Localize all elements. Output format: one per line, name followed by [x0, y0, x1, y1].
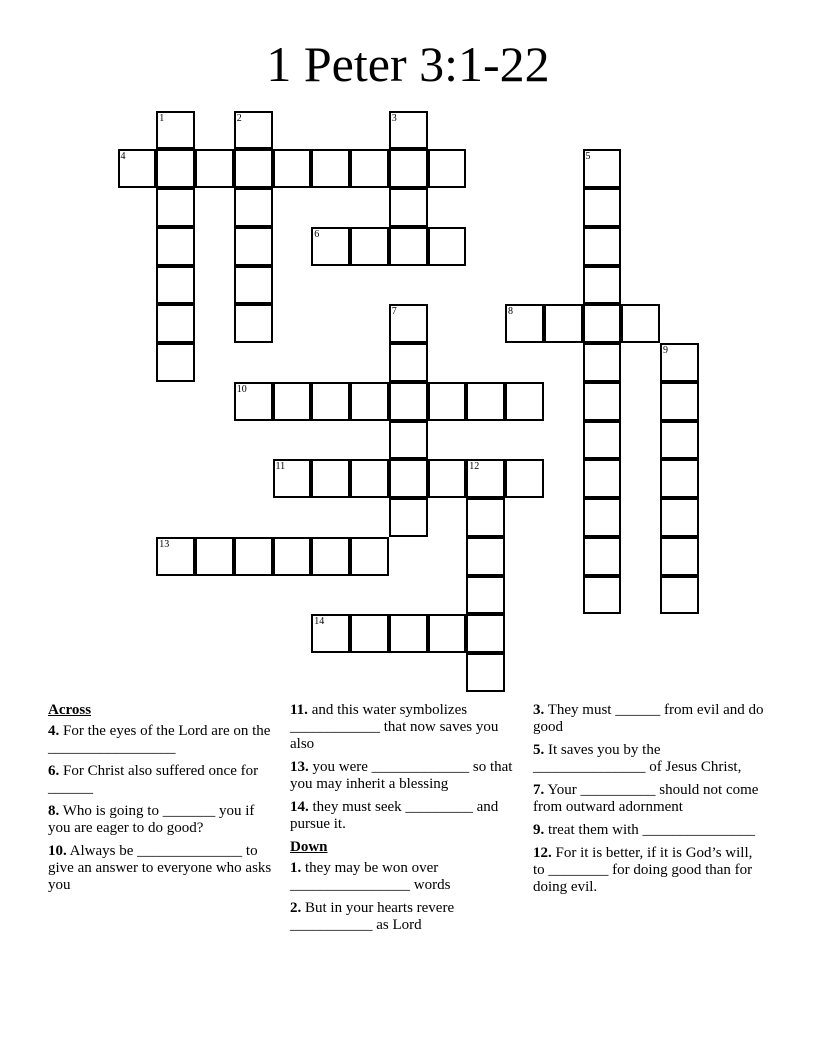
grid-cell[interactable] — [621, 304, 660, 343]
cell-number: 9 — [663, 345, 668, 356]
grid-cell[interactable] — [234, 304, 273, 343]
grid-cell[interactable] — [660, 421, 699, 460]
grid-cell[interactable] — [389, 111, 428, 150]
clue-number: 1. — [290, 860, 302, 876]
grid-cell[interactable] — [389, 188, 428, 227]
clue-number: 9. — [533, 822, 545, 838]
grid-cell[interactable] — [389, 227, 428, 266]
clue-across-11 — [290, 702, 522, 753]
clue-down-7 — [533, 782, 765, 816]
grid-cell[interactable] — [428, 382, 467, 421]
grid-cell[interactable] — [505, 459, 544, 498]
grid-cell[interactable] — [389, 382, 428, 421]
grid-cell[interactable] — [583, 188, 622, 227]
clue-down-2 — [290, 900, 522, 934]
grid-cell[interactable] — [583, 382, 622, 421]
cell-number: 4 — [120, 151, 126, 163]
cell-number: 5 — [585, 151, 591, 163]
clue-number: 7. — [533, 782, 545, 798]
grid-cell[interactable] — [311, 227, 350, 266]
cell-number: 13 — [159, 538, 170, 550]
grid-cell[interactable] — [660, 459, 699, 498]
clue-text: you were _____________ so that you may inherit a blessing — [290, 759, 513, 792]
grid-cell[interactable] — [350, 149, 389, 188]
grid-cell[interactable] — [350, 227, 389, 266]
grid-cell[interactable] — [583, 537, 622, 576]
grid-cell[interactable] — [234, 537, 273, 576]
grid-cell[interactable] — [350, 382, 389, 421]
clue-number: 4. — [48, 723, 60, 739]
cell-number: 6 — [314, 228, 320, 240]
grid-cell[interactable] — [466, 614, 505, 653]
clue-down-12 — [533, 845, 765, 896]
clue-number: 12. — [533, 845, 552, 861]
grid-cell[interactable] — [389, 304, 428, 343]
grid-cell[interactable] — [660, 576, 699, 615]
grid-cell[interactable] — [118, 149, 157, 188]
cell-number: 10 — [236, 383, 247, 395]
grid-cell[interactable] — [583, 421, 622, 460]
grid-cell[interactable] — [389, 459, 428, 498]
grid-cell[interactable] — [389, 343, 428, 382]
grid-cell[interactable] — [311, 537, 350, 576]
grid-cell[interactable] — [389, 421, 428, 460]
grid-cell[interactable] — [195, 149, 234, 188]
clue-text: Who is going to _______ you if you are eager to do good? — [48, 803, 255, 836]
clue-down-3 — [533, 702, 765, 736]
grid-cell[interactable] — [583, 498, 622, 537]
clue-text: But in your hearts revere ___________ as Lord — [290, 900, 455, 933]
clues-column-1 — [48, 702, 280, 900]
cell-number: 2 — [236, 112, 242, 124]
across-heading: Across — [48, 702, 92, 718]
grid-cell[interactable] — [234, 149, 273, 188]
grid-cell[interactable] — [428, 227, 467, 266]
clue-across-14 — [290, 799, 522, 833]
clue-number: 2. — [290, 900, 302, 916]
clue-number: 3. — [533, 702, 545, 718]
grid-cell[interactable] — [583, 343, 622, 382]
grid-cell[interactable] — [311, 614, 350, 653]
grid-cell[interactable] — [156, 266, 195, 305]
grid-cell[interactable] — [311, 459, 350, 498]
grid-cell[interactable] — [389, 614, 428, 653]
grid-cell[interactable] — [389, 149, 428, 188]
clue-number: 8. — [48, 803, 60, 819]
clue-number: 10. — [48, 843, 67, 859]
grid-cell[interactable] — [350, 537, 389, 576]
cell-number: 3 — [391, 112, 397, 124]
clue-across-13 — [290, 759, 522, 793]
grid-cell[interactable] — [466, 537, 505, 576]
grid-cell[interactable] — [350, 614, 389, 653]
grid-cell[interactable] — [234, 382, 273, 421]
grid-cell[interactable] — [234, 188, 273, 227]
down-heading: Down — [290, 839, 328, 855]
grid-cell[interactable] — [428, 149, 467, 188]
cell-number: 8 — [508, 306, 513, 318]
clue-number: 14. — [290, 799, 309, 815]
cell-number: 12 — [469, 461, 480, 473]
clue-text: It saves you by the _______________ of Jesus Christ, — [533, 742, 742, 775]
grid-cell[interactable] — [389, 498, 428, 537]
grid-cell[interactable] — [466, 382, 505, 421]
clue-number: 5. — [533, 742, 545, 758]
grid-cell[interactable] — [583, 459, 622, 498]
grid-cell[interactable] — [311, 382, 350, 421]
clue-down-5 — [533, 742, 765, 776]
grid-cell[interactable] — [428, 614, 467, 653]
cell-number: 11 — [275, 461, 286, 473]
clue-text: treat them with _______________ — [544, 822, 756, 838]
grid-cell[interactable] — [505, 304, 544, 343]
clue-text: For the eyes of the Lord are on the _________________ — [48, 723, 271, 756]
grid-cell[interactable] — [466, 653, 505, 692]
clues-column-2 — [290, 702, 522, 940]
clue-across-4 — [48, 723, 280, 757]
grid-cell[interactable] — [660, 382, 699, 421]
clue-text: they must seek _________ and pursue it. — [290, 799, 499, 832]
grid-cell[interactable] — [428, 459, 467, 498]
grid-cell[interactable] — [234, 266, 273, 305]
clue-across-10 — [48, 843, 280, 894]
grid-cell[interactable] — [583, 149, 622, 188]
grid-cell[interactable] — [583, 266, 622, 305]
grid-cell[interactable] — [156, 343, 195, 382]
clue-across-6 — [48, 763, 280, 797]
grid-cell[interactable] — [466, 498, 505, 537]
clue-text: They must ______ from evil and do good — [533, 702, 764, 735]
clue-number: 6. — [48, 763, 60, 779]
grid-cell[interactable] — [583, 227, 622, 266]
grid-cell[interactable] — [195, 537, 234, 576]
clue-number: 11. — [290, 702, 308, 718]
grid-cell[interactable] — [234, 111, 273, 150]
grid-cell[interactable] — [156, 149, 195, 188]
grid-cell[interactable] — [156, 304, 195, 343]
clue-text: and this water symbolizes ____________ that now saves you also — [290, 702, 499, 752]
grid-cell[interactable] — [583, 304, 622, 343]
grid-cell[interactable] — [234, 227, 273, 266]
cell-number: 1 — [159, 112, 165, 124]
grid-cell[interactable] — [273, 537, 312, 576]
grid-cell[interactable] — [273, 149, 312, 188]
grid-cell[interactable] — [660, 343, 699, 382]
clue-down-1 — [290, 860, 522, 894]
grid-cell[interactable] — [273, 382, 312, 421]
clue-text: they may be won over ________________ words — [290, 860, 451, 893]
grid-cell[interactable] — [311, 149, 350, 188]
cell-number: 14 — [314, 616, 325, 628]
clue-text: Always be ______________ to give an answer to everyone who asks you — [48, 843, 272, 893]
clue-text: For it is better, if it is God’s will, to ________ for doing good than for doing evil. — [533, 845, 753, 895]
clue-text: For Christ also suffered once for ______ — [48, 763, 259, 796]
grid-cell[interactable] — [660, 498, 699, 537]
clue-number: 13. — [290, 759, 309, 775]
grid-cell[interactable] — [660, 537, 699, 576]
grid-cell[interactable] — [583, 576, 622, 615]
grid-cell[interactable] — [466, 576, 505, 615]
grid-cell[interactable] — [273, 459, 312, 498]
grid-cell[interactable] — [156, 537, 195, 576]
cell-number: 7 — [391, 306, 397, 318]
clues-column-3 — [533, 702, 765, 902]
clue-down-9 — [533, 822, 765, 839]
clue-text: Your __________ should not come from outward adornment — [533, 782, 759, 815]
grid-cell[interactable] — [544, 304, 583, 343]
grid-cell[interactable] — [156, 227, 195, 266]
clue-across-8 — [48, 803, 280, 837]
grid-cell[interactable] — [156, 188, 195, 227]
grid-cell[interactable] — [156, 111, 195, 150]
grid-cell[interactable] — [505, 382, 544, 421]
page-title: 1 Peter 3:1-22 — [266, 36, 550, 92]
grid-cell[interactable] — [350, 459, 389, 498]
grid-cell[interactable] — [466, 459, 505, 498]
